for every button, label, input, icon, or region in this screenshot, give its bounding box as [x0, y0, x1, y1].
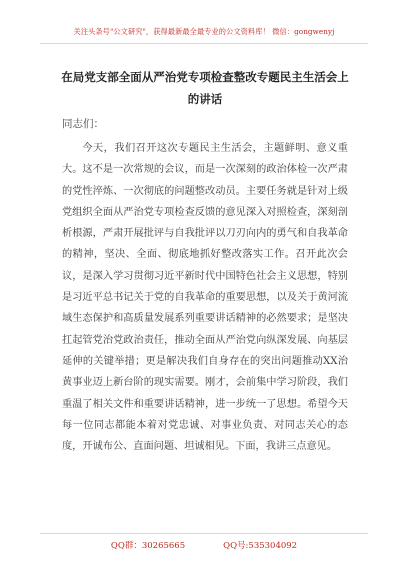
body-paragraph: 今天，我们召开这次专题民主生活会，主题鲜明、意义重大。这不是一次常规的会议，而是一次深刻的政治体检一次严肃的党性淬炼、一次彻底的问题整改动员。主要任务就是针对上级党组织全面从严治党专项检查反馈的意见深入对照检查，深刻剖析根源，严肃开展批评与自我批评以刀刃向内的勇气和自我革命的精神，坚决、全面、彻底地抓好整改落实工作。召开此次会议，是深入学习贯彻习近平新时代中国特色社会主义思想，特别是习近平总书记关于党的自我革命的重要思想，以及关于黄河流域生态保护和高质量发展系列重要讲话精神的必然要求；是坚决扛起管党治党政治责任，推动全面从严治党向纵深发展、向基层延伸的关键举措；更是解决我们自身存在的突出问题推动XX治黄事业迈上新台阶的现实需要。刚才，会前集中学习阶段，我们重温了相关文件和重要讲话精神，进一步统一了思想。希望今天每一位同志都能本着对党忠诚、对事业负责、对同志关心的态度，开诚布公、直面问题、坦诚相见。下面，我讲三点意见。	[62, 143, 348, 453]
footer	[40, 539, 368, 551]
footer-qq-number: QQ号:535304092	[223, 541, 298, 551]
header-divider	[40, 43, 368, 44]
header-banner: 关注头条号"公文研究"，获得最新最全最专业的公文资料库！ 微信：gongwenyj	[73, 27, 335, 36]
document-title: 在局党支部全面从严治党专项检查整改专题民主生活会上的讲话	[61, 70, 349, 106]
footer-qq-group: QQ群：30265665	[110, 541, 186, 551]
footer-divider	[40, 533, 368, 534]
salutation: 同志们：	[62, 118, 104, 130]
